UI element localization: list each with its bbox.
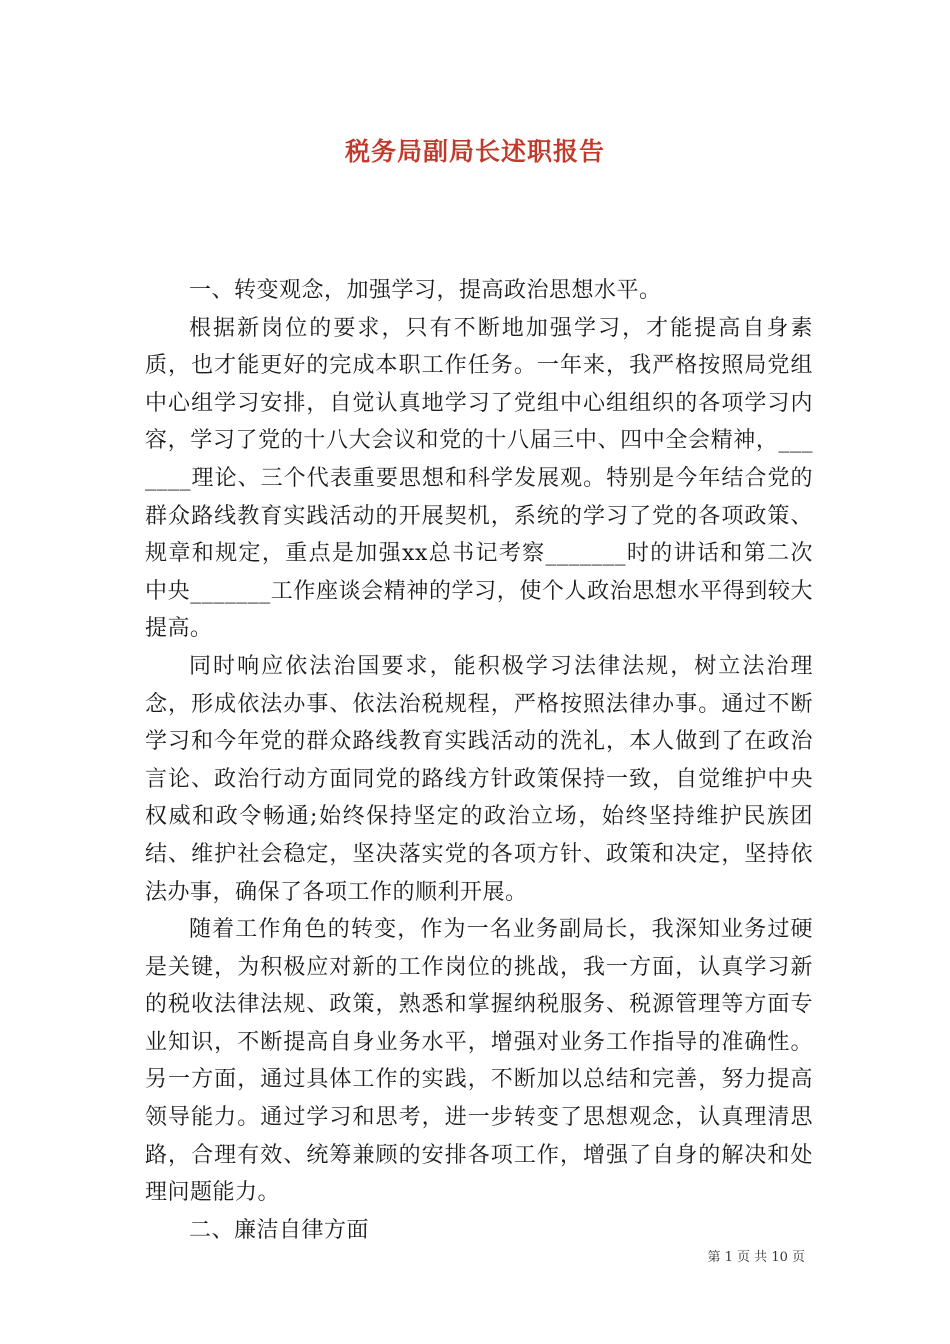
paragraph-2: 同时响应依法治国要求，能积极学习法律法规，树立法治理念，形成依法办事、依法治税规程，严格按照法律办事。通过不断学习和今年党的群众路线教育实践活动的洗礼，本人做到了在政治言论、政治行动方面同党的路线方针政策保持一致，自觉维护中央权威和政令畅通;始终保持坚定的政治立场，始终坚持维护民族团结、维护社会稳定，坚决落实党的各项方针、政策和决定，坚持依法办事，确保了各项工作的顺利开展。 bbox=[145, 653, 813, 905]
document-title: 税务局副局长述职报告 bbox=[344, 137, 605, 166]
document-body bbox=[145, 272, 813, 1249]
section-heading-2: 二、廉洁自律方面 bbox=[189, 1217, 370, 1243]
section-heading-1: 一、转变观念，加强学习，提高政治思想水平。 bbox=[189, 278, 662, 303]
page-number: 第 1 页 共 10 页 bbox=[707, 1250, 805, 1265]
paragraph-1: 根据新岗位的要求，只有不断地加强学习，才能提高自身素质，也才能更好的完成本职工作任务。一年来，我严格按照局党组中心组学习安排，自觉认真地学习了党组中心组组织的各项学习内容，学习了党的十八大会议和党的十八届三中、四中全会精神，_______理论、三个代表重要思想和科学发展观。特别是今年结合党的群众路线教育实践活动的开展契机，系统的学习了党的各项政策、规章和规定，重点是加强xx总书记考察_______时的讲话和第二次中央_______工作座谈会精神的学习，使个人政治思想水平得到较大提高。 bbox=[145, 315, 813, 642]
paragraph-3: 随着工作角色的转变，作为一名业务副局长，我深知业务过硬是关键，为积极应对新的工作岗位的挑战，我一方面，认真学习新的税收法律法规、政策，熟悉和掌握纳税服务、税源管理等方面专业知识，不断提高自身业务水平，增强对业务工作指导的准确性。另一方面，通过具体工作的实践，不断加以总结和完善，努力提高领导能力。通过学习和思考，进一步转变了思想观念，认真理清思路，合理有效、统筹兼顾的安排各项工作，增强了自身的解决和处理问题能力。 bbox=[145, 917, 813, 1206]
